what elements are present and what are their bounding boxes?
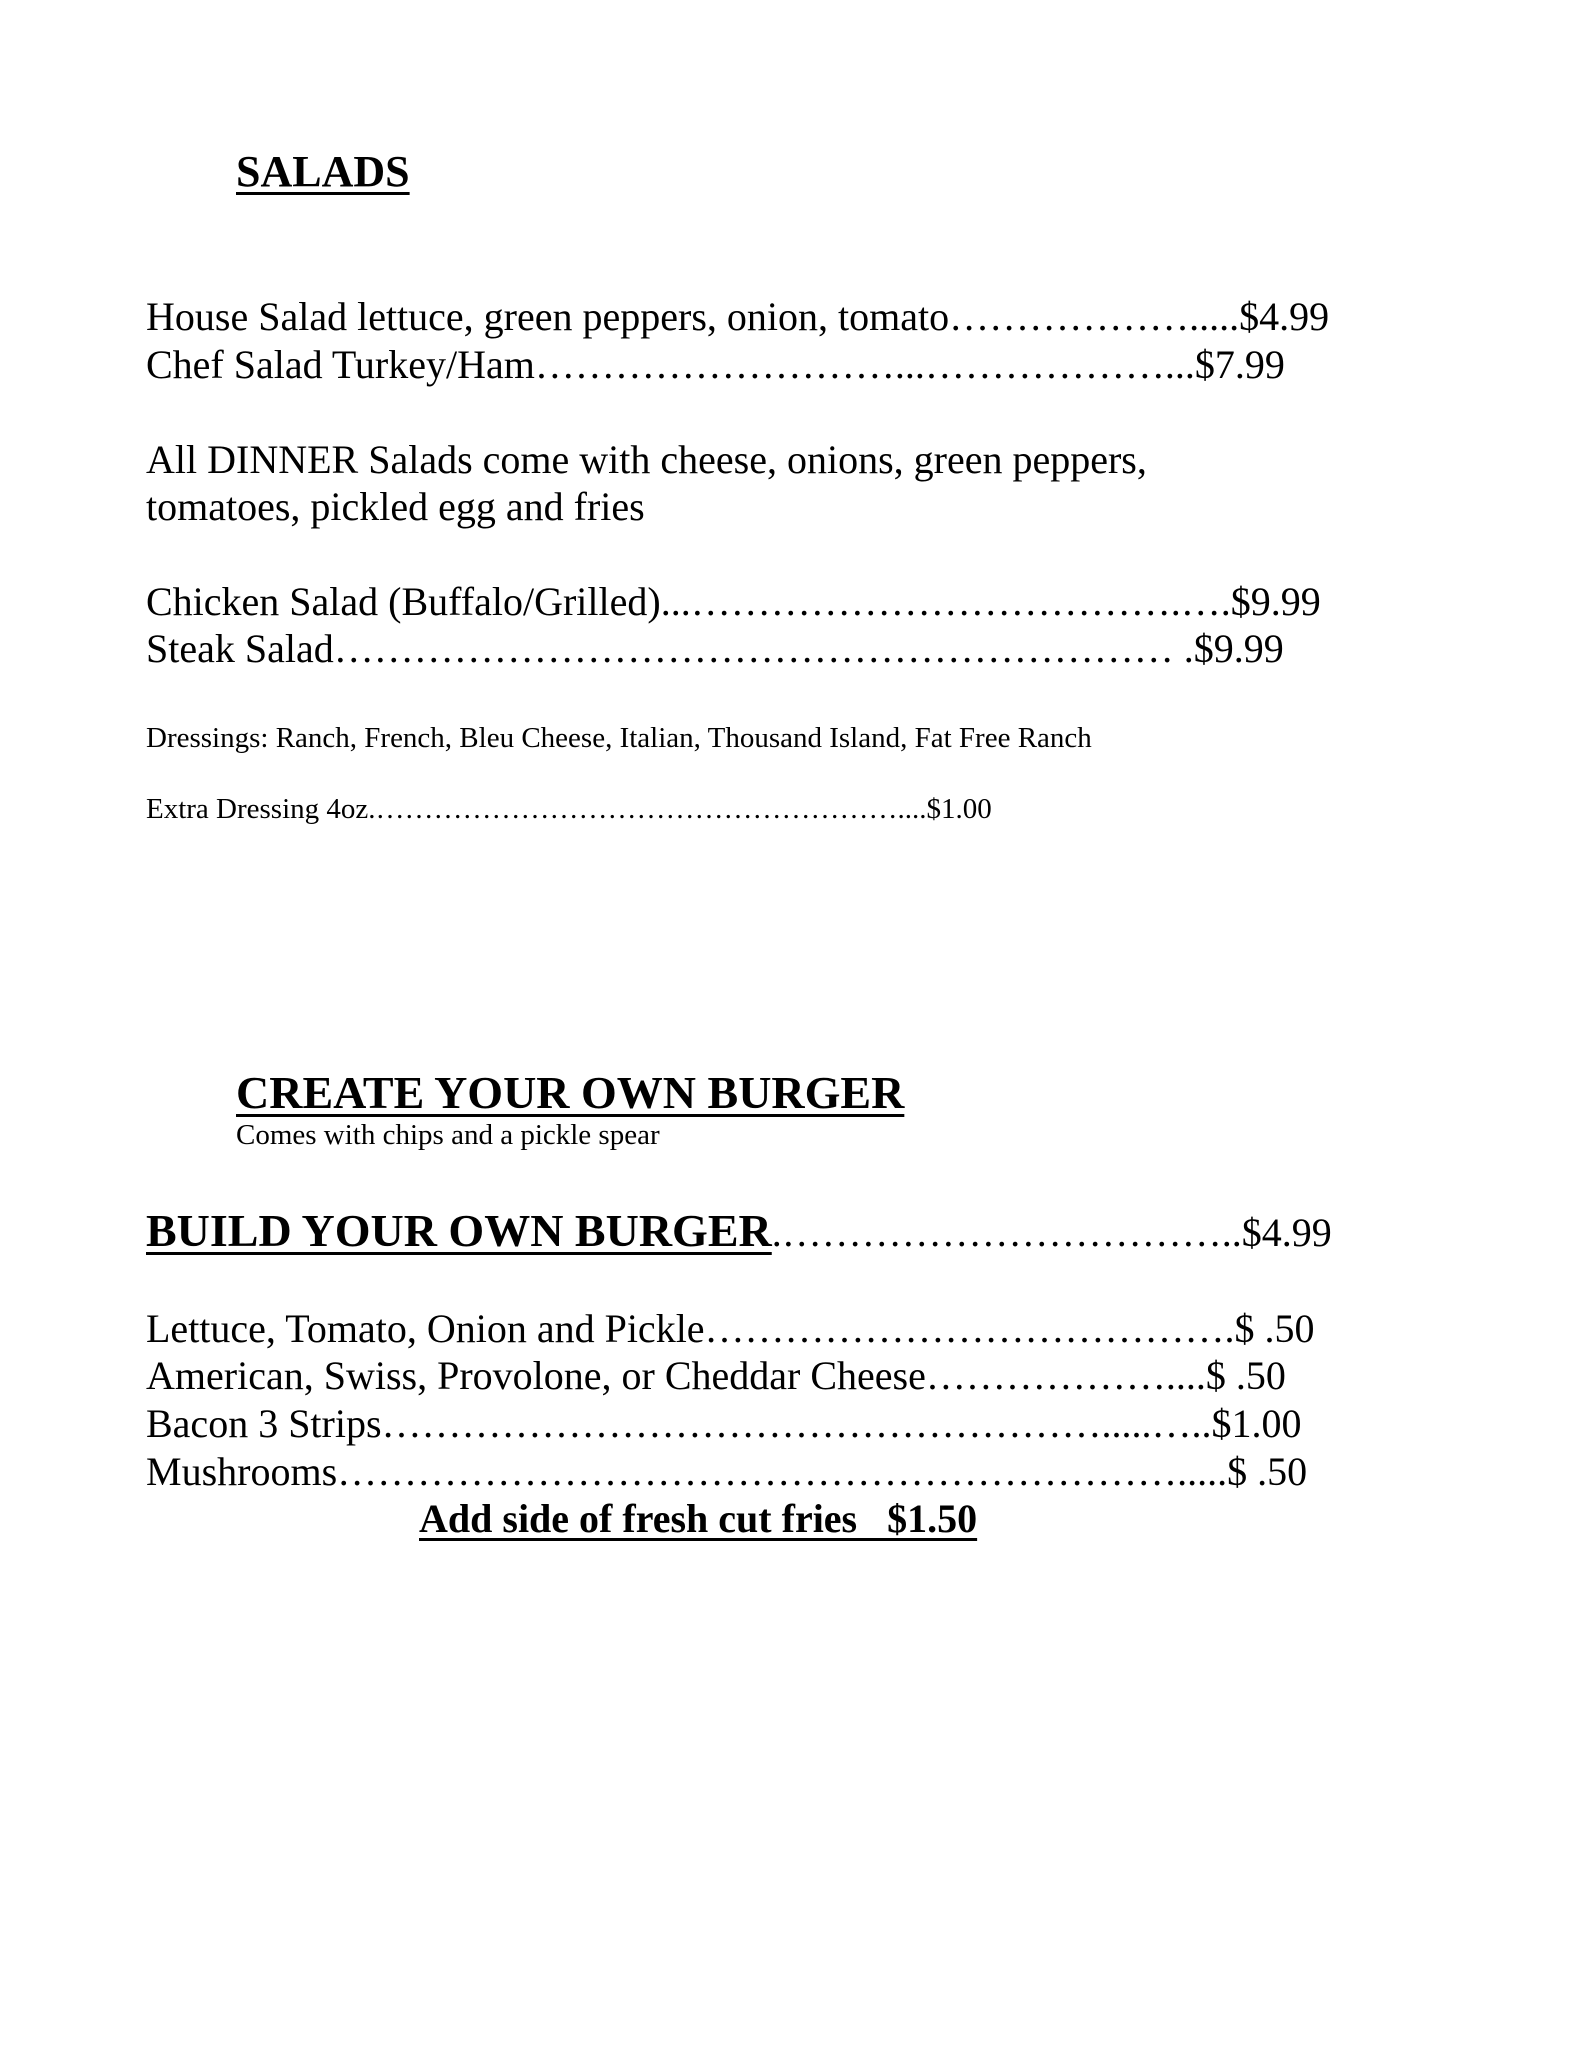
build-your-own-burger-label: BUILD YOUR OWN BURGER [146,1205,772,1256]
burger-section-heading: CREATE YOUR OWN BURGER [236,1067,905,1118]
addon-bacon: Bacon 3 Strips……………………………………………….....…..$1.00 [146,1401,1302,1446]
addon-mushrooms: Mushrooms……………………………………………………….....$ .50 [146,1449,1308,1494]
menu-item-chicken-salad: Chicken Salad (Buffalo/Grilled)...……………………………….….$9.99 [146,579,1321,624]
extra-dressing-item: Extra Dressing 4oz.………………………………………………....$1.00 [146,793,992,825]
burger-section-subheading: Comes with chips and a pickle spear [236,1119,660,1151]
dressings-list: Dressings: Ranch, French, Bleu Cheese, Italian, Thousand Island, Fat Free Ranch [146,722,1092,754]
addon-lettuce-tomato-onion-pickle: Lettuce, Tomato, Onion and Pickle………………………………….$ .50 [146,1306,1315,1351]
menu-item-chef-salad: Chef Salad Turkey/Ham………………………...………………...$7.99 [146,342,1285,387]
fries-note: Add side of fresh cut fries $1.50 [419,1496,978,1541]
build-your-own-burger-price: .……………………………..$4.99 [771,1210,1332,1255]
menu-item-house-salad: House Salad lettuce, green peppers, onion, tomato……………….....$4.99 [146,294,1330,339]
dinner-salads-note-line2: tomatoes, pickled egg and fries [146,484,645,529]
dinner-salads-note-line1: All DINNER Salads come with cheese, onions, green peppers, [146,437,1147,482]
salads-heading: SALADS [236,147,410,196]
addon-cheese: American, Swiss, Provolone, or Cheddar Cheese………………....$ .50 [146,1353,1286,1398]
build-your-own-burger-row [146,1203,1332,1270]
menu-item-steak-salad: Steak Salad……………………………………………………… .$9.99 [146,626,1284,671]
